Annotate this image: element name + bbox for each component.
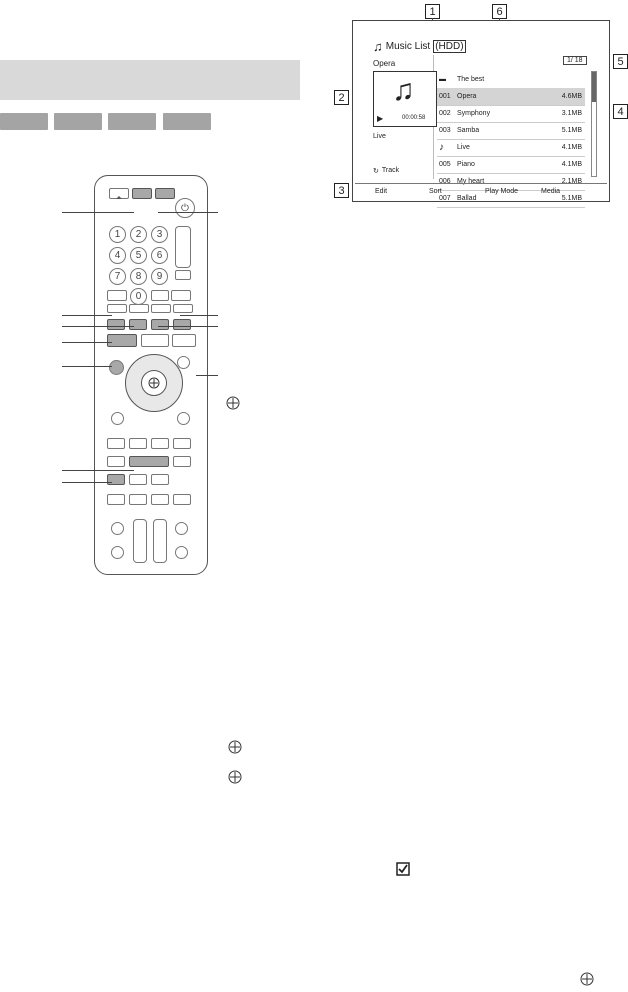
eject-button[interactable] — [109, 188, 129, 199]
leader-line — [62, 482, 112, 483]
color-button-1[interactable] — [107, 304, 127, 313]
list-item[interactable] — [437, 122, 585, 140]
leader-line — [62, 315, 112, 316]
highlight-button-7[interactable] — [107, 334, 137, 347]
media-tab-1 — [0, 113, 48, 130]
prev-button[interactable] — [107, 438, 125, 449]
color-button-2[interactable] — [129, 304, 149, 313]
leader-line — [62, 366, 112, 367]
power-button[interactable] — [175, 198, 195, 218]
leader-line — [158, 212, 218, 213]
num-1-button[interactable]: 1 — [109, 226, 126, 243]
screen-header — [373, 39, 466, 54]
list-item-name: Piano — [457, 161, 475, 168]
menu-edit[interactable]: Edit — [375, 188, 388, 195]
preview-panel — [355, 55, 434, 179]
list-item-size: 5.1MB — [561, 127, 582, 134]
highlight-button-6[interactable] — [173, 319, 191, 330]
aux-button-left[interactable] — [107, 290, 127, 301]
play-icon: ▶ — [377, 114, 384, 123]
replay-button[interactable] — [129, 438, 147, 449]
list-item-name: Opera — [457, 93, 477, 100]
num-2-button[interactable]: 2 — [130, 226, 147, 243]
leader-line — [196, 375, 218, 376]
bottom-menu — [355, 183, 607, 200]
leader-line — [180, 315, 218, 316]
media-tab-2 — [54, 113, 102, 130]
menu-sort[interactable]: Sort — [429, 188, 442, 195]
num-7-button[interactable]: 7 — [109, 268, 126, 285]
checkbox-checked-icon — [396, 862, 410, 876]
list-item-num: 006 — [439, 178, 451, 185]
preview-subtitle: Live — [373, 133, 386, 140]
play-mode-indicator — [373, 167, 399, 175]
preview-title: Opera — [373, 59, 396, 68]
list-item[interactable] — [437, 105, 585, 123]
leader-line — [62, 212, 134, 213]
leader-line — [62, 470, 134, 471]
aux-button-mid[interactable] — [151, 290, 169, 301]
list-item-num: 001 — [439, 93, 451, 100]
list-item-num: 003 — [439, 127, 451, 134]
menu-button-a[interactable] — [141, 334, 169, 347]
play-time: 00:00:58 — [402, 115, 426, 121]
list-item-size: 3.1MB — [561, 110, 582, 117]
enter-circle-icon — [226, 396, 240, 410]
list-item-num: 005 — [439, 161, 451, 168]
list-item[interactable] — [437, 71, 585, 89]
list-item-size: 5.1MB — [561, 195, 582, 202]
scrollbar[interactable] — [591, 71, 597, 177]
return-button[interactable] — [109, 360, 124, 375]
list-item[interactable] — [437, 156, 585, 174]
music-list-screen — [352, 20, 610, 202]
menu-media[interactable]: Media — [541, 188, 561, 195]
input-button[interactable] — [175, 270, 191, 280]
media-tab-4 — [163, 113, 211, 130]
menu-button-b[interactable] — [172, 334, 196, 347]
enter-button[interactable] — [141, 370, 167, 396]
pause-button[interactable] — [129, 474, 147, 485]
rec-stop-button[interactable] — [129, 494, 147, 505]
power-icon: ⏻ — [181, 202, 189, 214]
list-item[interactable] — [437, 139, 585, 157]
channel-rocker[interactable] — [175, 226, 191, 268]
play-button[interactable] — [129, 456, 169, 467]
num-8-button[interactable]: 8 — [130, 268, 147, 285]
num-4-button[interactable]: 4 — [109, 247, 126, 264]
tv-power-button[interactable] — [175, 522, 188, 535]
enter-circle-icon — [228, 770, 242, 784]
leader-line — [158, 326, 218, 327]
list-item-name: Symphony — [457, 110, 491, 117]
corner-button-tr[interactable] — [177, 356, 190, 369]
enter-circle-icon — [228, 740, 242, 754]
eject-icon — [110, 193, 128, 202]
music-note-icon: ♫ — [373, 39, 383, 54]
enter-circle-icon — [148, 377, 160, 389]
callout-2: 2 — [334, 90, 349, 105]
tv-button-a[interactable] — [111, 522, 124, 535]
list-item-size: 4.1MB — [561, 161, 582, 168]
num-3-button[interactable]: 3 — [151, 226, 168, 243]
repeat-icon: ↻ — [373, 168, 379, 175]
media-tab-3 — [108, 113, 156, 130]
fast-forward-button[interactable] — [173, 456, 191, 467]
callout-5: 5 — [613, 54, 628, 69]
list-item-size: 4.6MB — [561, 93, 582, 100]
leader-line — [62, 342, 112, 343]
num-5-button[interactable]: 5 — [130, 247, 147, 264]
tv-volume-rocker[interactable] — [133, 519, 147, 563]
page-counter: 1/ 18 — [563, 56, 587, 65]
rewind-button[interactable] — [107, 456, 125, 467]
rec-button[interactable] — [107, 494, 125, 505]
highlight-button-8[interactable] — [107, 474, 125, 485]
play-mode-label: Track — [381, 167, 400, 174]
stop-button[interactable] — [151, 474, 169, 485]
remote-control — [94, 175, 208, 575]
list-item-name: The best — [457, 76, 485, 83]
tv-input-button[interactable] — [175, 546, 188, 559]
folder-icon: ▬ — [439, 76, 446, 83]
list-item-name: Ballad — [457, 195, 477, 202]
color-button-3[interactable] — [151, 304, 171, 313]
aux-button-right[interactable] — [171, 290, 191, 301]
corner-button-br[interactable] — [177, 412, 190, 425]
callout-4: 4 — [613, 104, 628, 119]
list-item-name: Samba — [457, 127, 480, 134]
corner-button-bl[interactable] — [111, 412, 124, 425]
screen-title: Music List — [385, 41, 431, 52]
highlight-button-4[interactable] — [129, 319, 147, 330]
list-item-size: 2.1MB — [561, 178, 582, 185]
tv-button-b[interactable] — [111, 546, 124, 559]
list-item-num: 002 — [439, 110, 451, 117]
advance-button[interactable] — [151, 438, 169, 449]
highlight-button-5[interactable] — [151, 319, 169, 330]
music-note-icon: ♫ — [392, 74, 415, 107]
list-item[interactable] — [437, 88, 585, 106]
list-item-name: Live — [457, 144, 470, 151]
scrollbar-thumb[interactable] — [592, 72, 596, 102]
list-item-name: My heart — [457, 178, 485, 185]
tv-channel-rocker[interactable] — [153, 519, 167, 563]
tv-button[interactable] — [173, 494, 191, 505]
media-indicator: (HDD) — [435, 41, 464, 52]
callout-6: 6 — [492, 4, 507, 19]
callout-3: 3 — [334, 183, 349, 198]
list-item-size: 4.1MB — [561, 144, 582, 151]
track-list — [437, 71, 587, 201]
list-item-num: 007 — [439, 195, 451, 202]
rec-mode-button[interactable] — [151, 494, 169, 505]
preview-thumbnail — [373, 71, 437, 127]
num-6-button[interactable]: 6 — [151, 247, 168, 264]
section-title-bar — [0, 60, 300, 100]
highlight-button-1[interactable] — [132, 188, 152, 199]
music-note-icon: ♪ — [439, 142, 444, 153]
leader-line — [62, 326, 134, 327]
enter-circle-icon — [580, 972, 594, 986]
num-0-button[interactable]: 0 — [130, 288, 147, 305]
num-9-button[interactable]: 9 — [151, 268, 168, 285]
menu-play-mode[interactable]: Play Mode — [485, 188, 519, 195]
next-button[interactable] — [173, 438, 191, 449]
highlight-button-3[interactable] — [107, 319, 125, 330]
callout-1: 1 — [425, 4, 440, 19]
highlight-button-2[interactable] — [155, 188, 175, 199]
color-button-4[interactable] — [173, 304, 193, 313]
